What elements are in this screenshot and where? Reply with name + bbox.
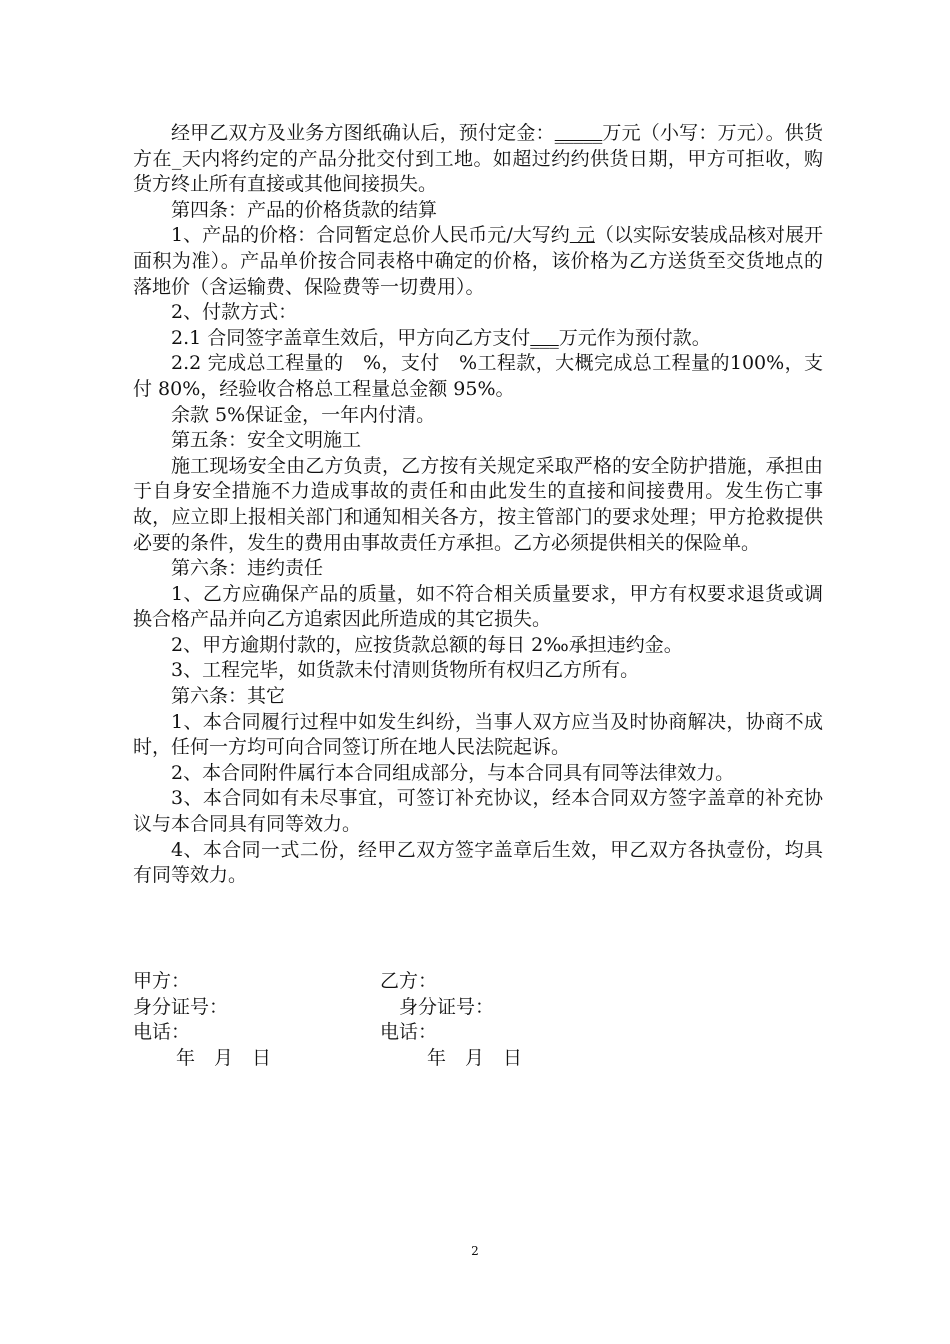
article-heading: 第六条：其它 xyxy=(171,685,286,708)
paragraph: 3、本合同如有未尽事宜，可签订补充协议，经本合同双方签字盖章的补充协议与本合同具有同等效力。 xyxy=(133,787,823,836)
text-span: 万元作为预付款。 xyxy=(558,326,711,349)
paragraph: 3、工程完毕，如货款未付清则货物所有权归乙方所有。 xyxy=(171,659,640,682)
party-b-label: 乙方： xyxy=(380,970,438,992)
party-a-id-label: 身分证号： xyxy=(133,995,229,1018)
blank-field: 元 xyxy=(569,224,595,247)
paragraph-prepayment xyxy=(133,326,823,352)
contract-body xyxy=(133,121,823,889)
party-b-id-label: 身分证号： xyxy=(399,995,495,1018)
text-span: 2.1 合同签字盖章生效后，甲方向乙方支付 xyxy=(171,326,531,349)
blank-field: _____ xyxy=(554,122,603,144)
party-b-date: 年 月 日 xyxy=(427,1046,523,1069)
paragraph: 1、本合同履行过程中如发生纠纷，当事人双方应当及时协商解决，协商不成时，任何一方均可向合同签订所在地人民法院起诉。 xyxy=(133,710,823,759)
signature-row-parties xyxy=(133,969,693,995)
paragraph: 余款 5%保证金，一年内付清。 xyxy=(171,403,436,426)
party-a-date: 年 月 日 xyxy=(176,1046,272,1069)
paragraph: 2、本合同附件属行本合同组成部分，与本合同具有同等法律效力。 xyxy=(171,761,735,784)
text-span: 1、产品的价格：合同暂定总价人民币元/大写约 xyxy=(171,224,570,247)
text-span: 万元（小写：万元）。供货方在_天内将约定的产品分批交付到工地。如超过约约供货日期，甲方可拒收，购货方终止所有直接或其他间接损失。 xyxy=(133,122,823,196)
paragraph-deposit xyxy=(133,121,823,198)
article-heading: 第四条：产品的价格货款的结算 xyxy=(171,198,438,221)
paragraph: 1、乙方应确保产品的质量，如不符合相关质量要求，甲方有权要求退货或调换合格产品并向乙方追索因此所造成的其它损失。 xyxy=(133,582,823,631)
article-heading: 第五条：安全文明施工 xyxy=(171,429,362,452)
party-b-phone-label: 电话： xyxy=(380,1021,438,1044)
party-a-label: 甲方： xyxy=(133,970,191,992)
paragraph: 2.2 完成总工程量的 %，支付 %工程款，大概完成总工程量的100%，支付 80%，经验收合格总工程量总金额 95%。 xyxy=(133,352,823,400)
text-span: 经甲乙双方及业务方图纸确认后，预付定金： xyxy=(171,122,555,144)
paragraph: 施工现场安全由乙方负责，乙方按有关规定采取严格的安全防护措施，承担由于自身安全措施不力造成事故的责任和由此发生的直接和间接费用。发生伤亡事故，应立即上报相关部门和通知相关各方，按主管部门的要求处理；甲方抢救提供必要的条件，发生的费用由事故责任方承担。乙方必须提供相关的保险单。 xyxy=(133,454,823,554)
signature-row-phone xyxy=(133,1020,693,1046)
signature-row-date xyxy=(133,1046,693,1072)
paragraph: 2、甲方逾期付款的，应按货款总额的每日 2‰承担违约金。 xyxy=(171,633,683,656)
article-heading: 第六条：违约责任 xyxy=(171,557,324,580)
text-span: （以实际安装成品核对展开面积为准）。产品单价按合同表格中确定的价格，该价格为乙方送货至交货地点的落地价（含运输费、保险费等一切费用）。 xyxy=(133,224,823,298)
page-number: 2 xyxy=(471,1244,479,1258)
paragraph: 4、本合同一式二份，经甲乙双方签字盖章后生效，甲乙双方各执壹份，均具有同等效力。 xyxy=(133,838,823,887)
party-a-phone-label: 电话： xyxy=(133,1021,191,1044)
signature-block xyxy=(133,969,693,1071)
blank-field: ___ xyxy=(530,326,559,349)
paragraph-price xyxy=(133,223,823,300)
paragraph: 2、付款方式： xyxy=(171,301,298,324)
signature-row-id xyxy=(133,995,693,1021)
